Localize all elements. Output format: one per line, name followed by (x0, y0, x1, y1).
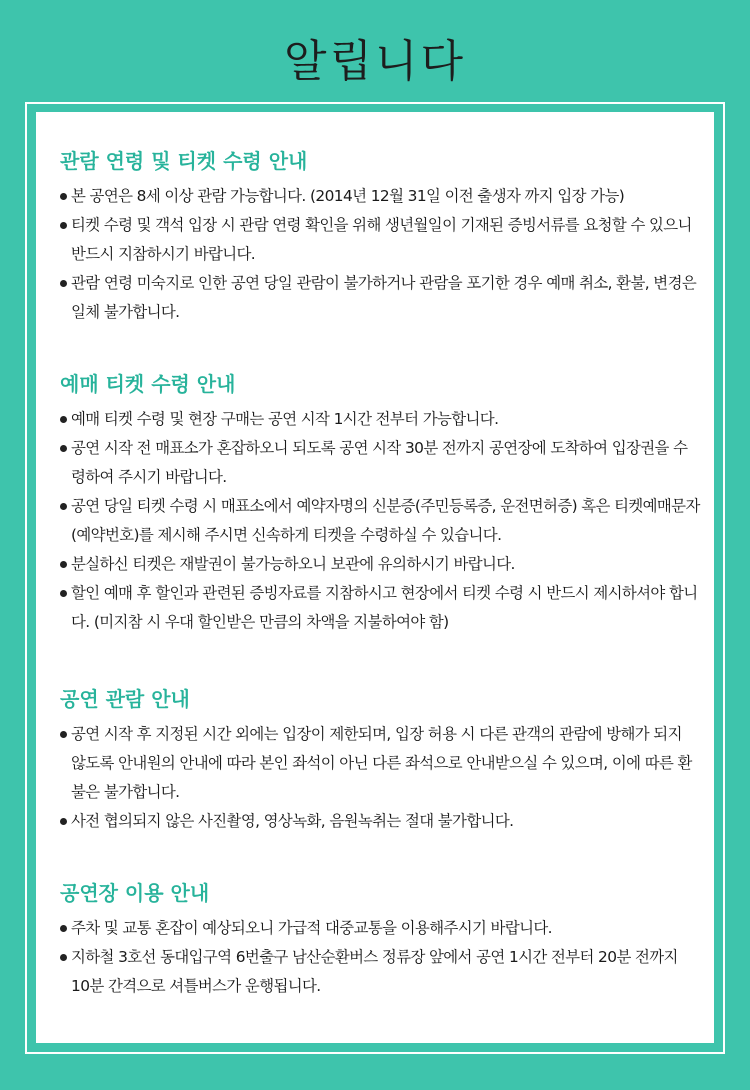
bullet-icon (60, 590, 67, 597)
notice-list (60, 720, 700, 836)
bullet-icon (60, 416, 67, 423)
bullet-icon (60, 193, 67, 200)
notice-panel (36, 112, 714, 1043)
list-item-text: 사전 협의되지 않은 사진촬영, 영상녹화, 음원녹취는 절대 불가합니다. (71, 812, 514, 830)
bullet-icon (60, 280, 67, 287)
list-item (60, 211, 700, 269)
list-item-text: 본 공연은 8세 이상 관람 가능합니다. (2014년 12월 31일 이전 출생자 까지 입장 가능) (71, 187, 625, 205)
list-item (60, 405, 700, 434)
list-item (60, 579, 700, 637)
bullet-icon (60, 818, 67, 825)
list-item-text: 예매 티켓 수령 및 현장 구매는 공연 시작 1시간 전부터 가능합니다. (71, 410, 499, 428)
page-title: 알립니다 (283, 36, 466, 87)
notice-list (60, 914, 700, 1001)
section-viewing (60, 685, 700, 836)
section-heading: 공연장 이용 안내 (60, 881, 210, 905)
list-item (60, 914, 700, 943)
section-heading: 관람 연령 및 티켓 수령 안내 (60, 149, 308, 173)
list-item (60, 492, 700, 550)
list-item-text: 공연 당일 티켓 수령 시 매표소에서 예약자명의 신분증(주민등록증, 운전면허증) 혹은 티켓예매문자(예약번호)를 제시해 주시면 신속하게 티켓을 수령하실 수 있습니다. (71, 497, 700, 544)
bullet-icon (60, 561, 67, 568)
bullet-icon (60, 731, 67, 738)
list-item-text: 관람 연령 미숙지로 인한 공연 당일 관람이 불가하거나 관람을 포기한 경우 예매 취소, 환불, 변경은 일체 불가합니다. (71, 274, 697, 321)
list-item (60, 720, 700, 807)
list-item (60, 269, 700, 327)
list-item-text: 할인 예매 후 할인과 관련된 증빙자료를 지참하시고 현장에서 티켓 수령 시 반드시 제시하셔야 합니다. (미지참 시 우대 할인받은 만큼의 차액을 지불하여야 함) (71, 584, 698, 631)
bullet-icon (60, 503, 67, 510)
bullet-icon (60, 925, 67, 932)
list-item (60, 182, 700, 211)
notice-list (60, 405, 700, 637)
list-item-text: 티켓 수령 및 객석 입장 시 관람 연령 확인을 위해 생년월일이 기재된 증빙서류를 요청할 수 있으니 반드시 지참하시기 바랍니다. (71, 216, 692, 263)
list-item (60, 807, 700, 836)
bullet-icon (60, 222, 67, 229)
list-item-text: 공연 시작 전 매표소가 혼잡하오니 되도록 공연 시작 30분 전까지 공연장에 도착하여 입장권을 수령하여 주시기 바랍니다. (71, 439, 688, 486)
list-item-text: 분실하신 티켓은 재발권이 불가능하오니 보관에 유의하시기 바랍니다. (71, 555, 515, 573)
list-item (60, 943, 700, 1001)
bullet-icon (60, 445, 67, 452)
section-ticket-pickup (60, 370, 700, 637)
list-item-text: 지하철 3호선 동대입구역 6번출구 남산순환버스 정류장 앞에서 공연 1시간 전부터 20분 전까지 10분 간격으로 셔틀버스가 운행됩니다. (71, 948, 678, 995)
bullet-icon (60, 954, 67, 961)
section-venue (60, 879, 700, 1001)
list-item (60, 550, 700, 579)
section-heading: 공연 관람 안내 (60, 687, 190, 711)
section-heading: 예매 티켓 수령 안내 (60, 372, 236, 396)
list-item-text: 공연 시작 후 지정된 시간 외에는 입장이 제한되며, 입장 허용 시 다른 관객의 관람에 방해가 되지 않도록 안내원의 안내에 따라 본인 좌석이 아닌 다른 좌석으로 안내받으실 수 있으며, 이에 따른 환불은 불가합니다. (71, 725, 692, 801)
list-item-text: 주차 및 교통 혼잡이 예상되오니 가급적 대중교통을 이용해주시기 바랍니다. (71, 919, 552, 937)
list-item (60, 434, 700, 492)
section-age-ticket (60, 147, 700, 327)
notice-list (60, 182, 700, 327)
